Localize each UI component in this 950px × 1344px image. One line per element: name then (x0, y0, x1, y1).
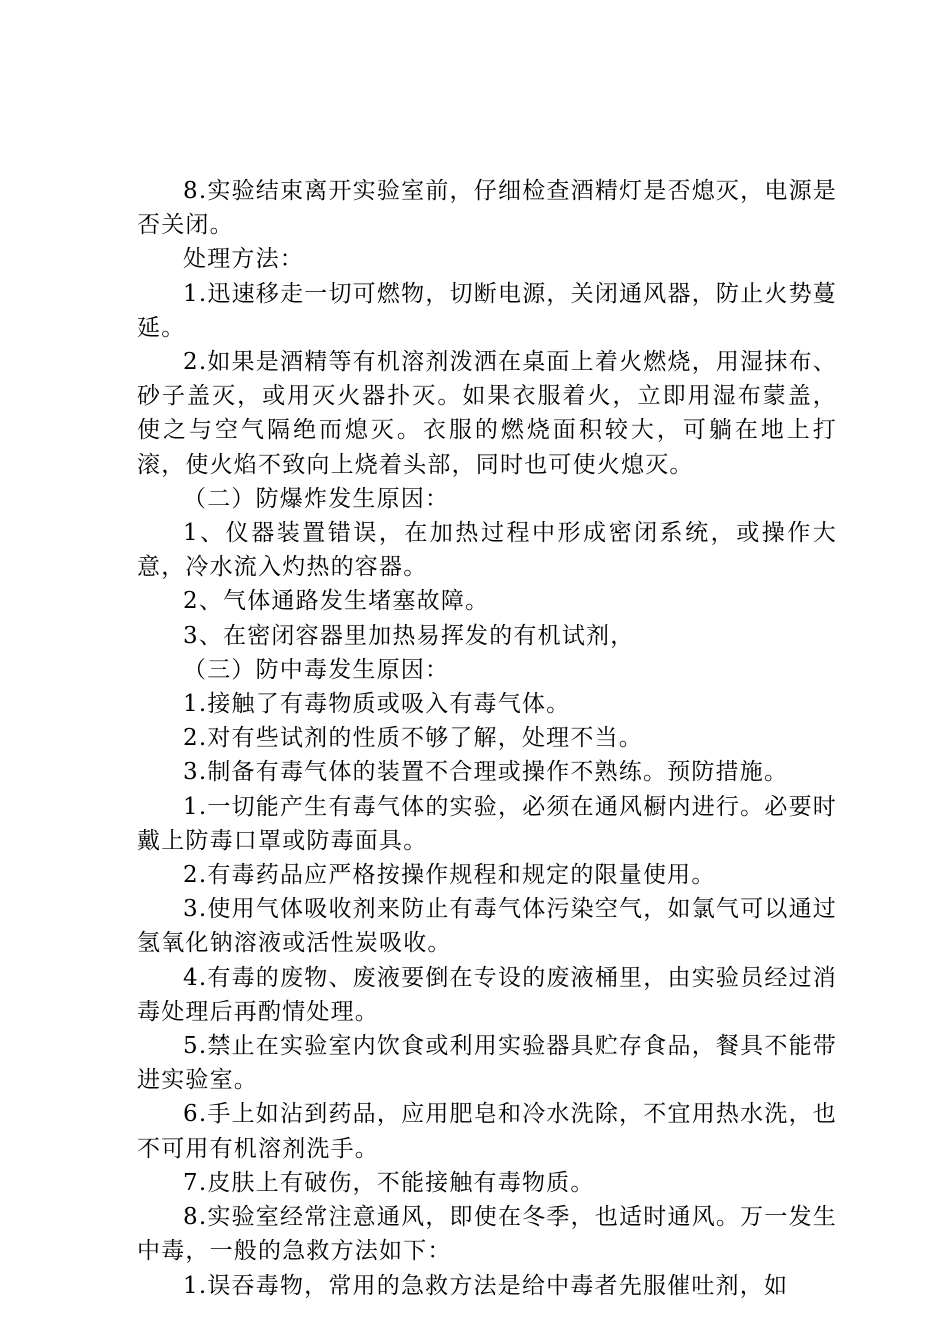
paragraph: 3.使用气体吸收剂来防止有毒气体污染空气，如氯气可以通过氢氧化钠溶液或活性炭吸收。 (137, 896, 837, 957)
paragraph: 1.一切能产生有毒气体的实验，必须在通风橱内进行。必要时戴上防毒口罩或防毒面具。 (137, 793, 837, 854)
paragraph: 1.接触了有毒物质或吸入有毒气体。 (183, 691, 571, 718)
paragraph: 8.实验室经常注意通风，即使在冬季，也适时通风。万一发生中毒，一般的急救方法如下： (137, 1204, 837, 1265)
paragraph: 2、气体通路发生堵塞故障。 (183, 588, 490, 615)
document-body (137, 174, 837, 1303)
paragraph: 1.迅速移走一切可燃物，切断电源，关闭通风器，防止火势蔓延。 (137, 280, 837, 341)
paragraph: 3.制备有毒气体的装置不合理或操作不熟练。预防措施。 (183, 759, 789, 786)
paragraph: 2.有毒药品应严格按操作规程和规定的限量使用。 (183, 862, 716, 889)
paragraph: 5.禁止在实验室内饮食或利用实验器具贮存食品，餐具不能带进实验室。 (137, 1033, 837, 1094)
section-heading: （二）防爆炸发生原因： (183, 485, 450, 512)
paragraph: 6.手上如沾到药品，应用肥皂和冷水洗除，不宜用热水洗，也不可用有机溶剂洗手。 (137, 1101, 837, 1162)
paragraph: 4.有毒的废物、废液要倒在专设的废液桶里，由实验员经过消毒处理后再酌情处理。 (137, 964, 837, 1025)
paragraph: 1、仪器装置错误，在加热过程中形成密闭系统，或操作大意，冷水流入灼热的容器。 (137, 520, 837, 581)
paragraph: 7.皮肤上有破伤，不能接触有毒物质。 (183, 1169, 595, 1196)
paragraph: 8.实验结束离开实验室前，仔细检查酒精灯是否熄灭，电源是否关闭。 (137, 178, 837, 239)
paragraph: 1.误吞毒物，常用的急救方法是给中毒者先服催吐剂，如 (183, 1272, 789, 1299)
paragraph: 2.如果是酒精等有机溶剂泼洒在桌面上着火燃烧，用湿抹布、砂子盖灭，或用灭火器扑灭。如果衣服着火，立即用湿布蒙盖，使之与空气隔绝而熄灭。衣服的燃烧面积较大，可躺在地上打滚，使火焰不致向上烧着头部，同时也可使火熄灭。 (137, 349, 837, 478)
section-heading: （三）防中毒发生原因： (183, 656, 450, 683)
paragraph: 处理方法： (183, 246, 304, 273)
paragraph: 2.对有些试剂的性质不够了解，处理不当。 (183, 725, 643, 752)
paragraph: 3、在密闭容器里加热易挥发的有机试剂， (183, 622, 635, 649)
